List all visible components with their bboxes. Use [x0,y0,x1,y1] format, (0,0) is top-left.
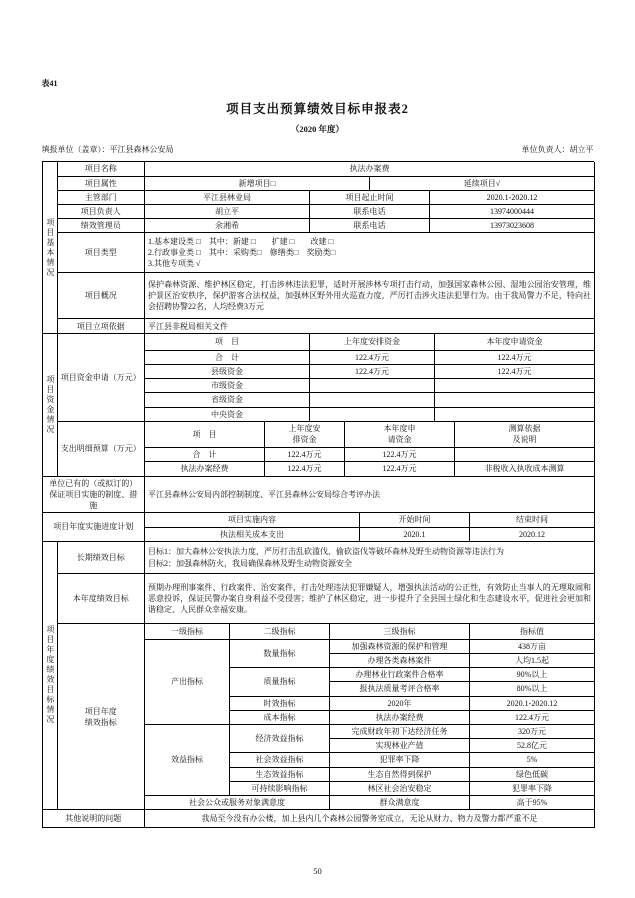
indicator-l3: 完成财政年初下达经济任务 [330,724,470,738]
fund-row-item: 市级资金 [145,379,310,393]
fund-row-curr [435,407,595,421]
type-option-line3: 3.其他专项类 √ [148,259,201,269]
indicator-value: 90%以上 [470,668,595,682]
indicator-l2: 生态效益指标 [230,767,330,781]
schedule-header-content: 项目实施内容 [145,513,360,527]
schedule-table [43,513,596,542]
detail-header-curr: 本年度申请资金 [345,422,455,448]
declaration-form-table [42,161,594,828]
perf-admin-label: 绩效管理员 [58,219,145,233]
overview-label: 项目概况 [58,273,145,319]
type-option-line2: 2.行政事业类 □ 其中：采购类□ 修缮类□ 奖励类□ [148,248,336,258]
fund-row-item: 省级资金 [145,393,310,407]
long-term-target-label: 长期绩效目标 [58,542,145,574]
indicator-l2: 质量指标 [230,668,330,696]
schedule-label: 项目年度实施进度计划 [43,513,145,541]
indicator-l2: 可持续影响指标 [230,781,330,795]
detail-row-prev: 122.4万元 [265,462,345,476]
detail-row-item: 执法办案经费 [145,462,265,476]
indicator-value: 52.8亿元 [470,739,595,753]
fund-apply-label: 项目资金申请（万元） [58,334,145,421]
indicator-value: 320万元 [470,724,595,738]
period-value: 2020.1-2020.12 [430,190,595,204]
measures-value: 平江县森林公安局内部控制制度、平江县森林公安局综合考评办法 [145,477,595,513]
indicator-header-value: 指标值 [470,624,595,639]
indicator-l2: 经济效益指标 [230,724,330,752]
leader-value: 胡立平 [145,204,310,218]
detail-row-basis: 非税收入执收成本测算 [455,462,595,476]
schedule-header-end: 结束时间 [470,513,595,527]
indicator-l3: 加强森林资源的保护和管理 [330,639,470,653]
leader-label: 项目负责人 [58,204,145,218]
fund-apply-table [58,334,596,421]
project-attr-label: 项目属性 [58,176,145,190]
table-number: 表41 [41,79,58,88]
detail-row-curr: 122.4万元 [345,448,455,462]
fund-row-curr: 122.4万元 [435,364,595,378]
indicator-l3: 林区社会治安稳定 [330,781,470,795]
project-name-value: 执法办案费 [145,162,595,176]
fund-row-prev [310,407,435,421]
indicator-l3: 报执法质量考评合格率 [330,682,470,696]
indicator-header-l1: 一级指标 [145,624,230,639]
period-label: 项目起止时间 [310,190,430,204]
benefit-indicators-label: 效益指标 [145,724,230,795]
indicator-value: 122.4万元 [470,710,595,724]
tel2-value: 13973023608 [430,219,595,233]
funds-group-label: 项目资金情况 [43,334,58,476]
expense-detail-label: 支出明细预算（万元） [58,422,145,476]
indicator-value: 5% [470,753,595,767]
indicator-value: 犯罪率下降 [470,781,595,795]
expense-detail-table [58,422,596,477]
fund-row-item: 中央资金 [145,407,310,421]
fund-row-curr: 122.4万元 [435,350,595,364]
project-type-options [145,233,595,273]
indicator-l3: 实现林业产值 [330,739,470,753]
page-number: 50 [313,866,322,876]
section-funds [43,334,594,476]
fund-row-item: 合 计 [145,350,310,364]
project-attr-continue: 延续项目√ [370,176,595,190]
fund-row-prev [310,379,435,393]
indicator-l3: 犯罪率下降 [330,753,470,767]
fund-row-prev: 122.4万元 [310,364,435,378]
indicator-l3: 2020年 [330,696,470,710]
indicator-header-l2: 二级指标 [230,624,330,639]
fund-row-curr [435,393,595,407]
schedule-row-end: 2020.12 [470,527,595,541]
indicator-value: 80%以上 [470,682,595,696]
schedule-header-start: 开始时间 [360,513,470,527]
schedule-row-start: 2020.1 [360,527,470,541]
indicator-value: 绿色低碳 [470,767,595,781]
project-name-label: 项目名称 [58,162,145,176]
indicator-l3: 执法办案经费 [330,710,470,724]
indicator-l2: 社会效益指标 [230,753,330,767]
basis-value: 平江县非税局相关文件 [145,319,595,334]
document-title: 项目支出预算绩效目标申报表2 [226,102,409,116]
section-performance-targets [43,542,594,810]
annual-target-value: 预期办理刑事案件、行政案件、治安案件，打击处理违法犯罪嫌疑人，增强执法活动的公正性，有效防止当事人的无理取闹和恶意投诉，保证民警办案自身利益不受侵害；维护了林区稳定，进一步提升了全县国土绿化和生态建设水平，促进社会更加和谐稳定、人民群众幸福安康。 [145,574,595,624]
section-basic-info [43,162,594,334]
unit-head-label: 单位负责人：胡立平 [521,145,594,154]
unit-info-row [42,144,594,155]
detail-row-prev: 122.4万元 [265,448,345,462]
indicator-l3: 办理林业行政案件合格率 [330,668,470,682]
measures-table [43,477,596,514]
detail-row-curr: 122.4万元 [345,462,455,476]
detail-header-prev: 上年度安排资金 [265,422,345,448]
other-notes-table [43,810,596,828]
indicator-l2: 成本指标 [230,710,330,724]
long-term-goal-1: 目标1：加大森林公安执法力度，严厉打击乱砍滥伐、偷砍盗伐等破坏森林及野生动物资源等违法行为 [148,547,504,557]
basic-info-group-label: 项目基本情况 [43,162,58,334]
tel2-label: 联系电话 [310,219,430,233]
fund-row-prev [310,393,435,407]
detail-row-item: 合 计 [145,448,265,462]
measures-label: 单位已有的（或拟订的）保证项目实施的制度、措施 [43,477,145,513]
fund-apply-header-curr: 本年度申请资金 [435,334,595,350]
fund-apply-header-item: 项 目 [145,334,310,350]
indicator-header-l3: 三级指标 [330,624,470,639]
long-term-goal-2: 目标2：加强森林防火，我局确保森林及野生动物资源安全 [148,558,352,568]
indicator-l2: 数量指标 [230,639,330,667]
fill-unit-label: 填报单位（盖章）：平江县森林公安局 [41,145,174,154]
perf-admin-value: 余湘希 [145,219,310,233]
other-notes-label: 其他说明的问题 [43,810,145,827]
indicator-value: 高于95% [470,795,595,809]
annual-indicators-label: 项目年度绩效指标 [58,624,145,809]
annual-target-label: 本年度绩效目标 [58,574,145,624]
overview-value: 保护森林资源、维护林区稳定，打击涉林违法犯罪，适时开展涉林专项打击行动，加强国家森林公园、湿地公园治安管理，维护景区治安秩序，保护游客合法权益，加强林区野外用火巡查力度，严厉打击涉火违法犯罪行为。由于我局警力不足，特向社会招聘协警22名，人均经费3万元 [145,273,595,319]
fund-row-curr [435,379,595,393]
dept-value: 平江县林业局 [145,190,310,204]
fund-row-prev: 122.4万元 [310,350,435,364]
indicator-l3: 生态自然得到保护 [330,767,470,781]
fund-apply-header-prev: 上年度安排资金 [310,334,435,350]
indicator-value: 438万亩 [470,639,595,653]
project-attr-new: 新增项目□ [145,176,370,190]
detail-row-basis [455,448,595,462]
document-year: （2020 年度） [290,124,345,134]
other-notes-value: 我局至今没有办公楼，加上县内几个森林公园警务室成立，无论从财力、物力及警力都严重不足 [145,810,595,827]
schedule-row-content: 执法相关成本支出 [145,527,360,541]
type-option-line1: 1.基本建设类 □ 其中：新建 □ 扩建 □ 改建 □ [148,236,334,246]
basis-label: 项目立项依据 [58,319,145,334]
output-indicators-label: 产出指标 [145,639,230,724]
indicator-value: 2020.1-2020.12 [470,696,595,710]
detail-header-basis: 测算依据及说明 [455,422,595,448]
dept-label: 主管部门 [58,190,145,204]
fund-row-item: 县级资金 [145,364,310,378]
long-term-target-value [145,542,595,574]
page-content [42,0,594,828]
indicators-table [58,624,596,810]
indicator-l2: 时效指标 [230,696,330,710]
basic-info-table [58,162,596,334]
satisfaction-indicator-label: 社会公众或服务对象满意度 [145,795,330,809]
project-type-label: 项目类型 [58,233,145,273]
targets-text-table [58,542,596,625]
indicator-l3: 办理各类森林案件 [330,654,470,668]
detail-header-item: 项 目 [145,422,265,448]
indicator-l3: 群众满意度 [330,795,470,809]
indicator-value: 人均1.5起 [470,654,595,668]
targets-group-label: 项目年度绩效目标情况 [43,542,58,810]
tel1-label: 联系电话 [310,204,430,218]
tel1-value: 13974000444 [430,204,595,218]
